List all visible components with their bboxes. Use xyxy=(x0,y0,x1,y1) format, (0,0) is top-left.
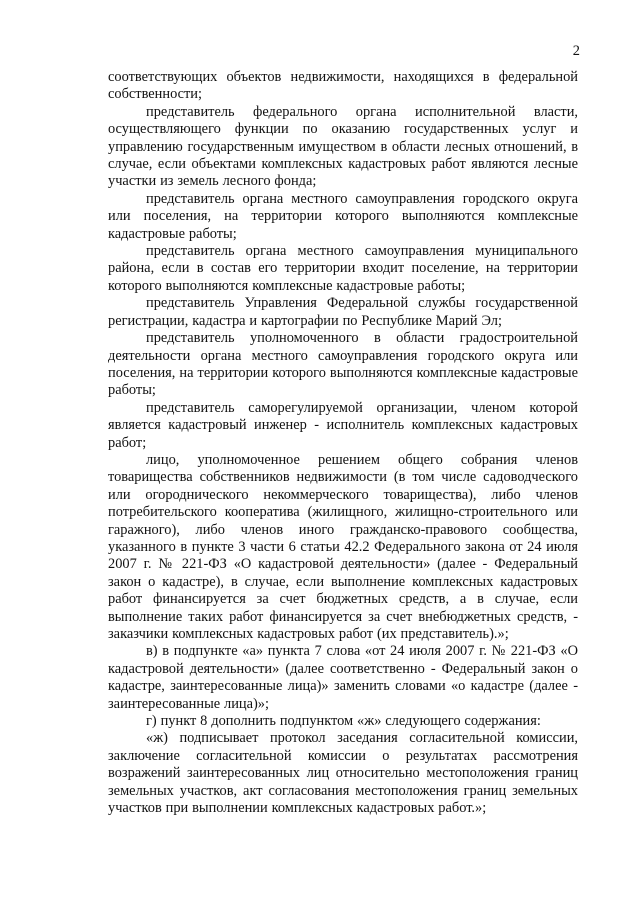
paragraph-rosreestr-representative: представитель Управления Федеральной службы государственной регистрации, кадастра и картографии по Республике Марий Эл; xyxy=(108,295,578,329)
paragraph-sro-representative: представитель саморегулируемой организации, членом которой является кадастровый инженер - исполнитель комплексных кадастровых работ; xyxy=(108,399,578,451)
document-body xyxy=(108,69,578,817)
page-number: 2 xyxy=(572,43,580,59)
paragraph-municipal-district-representative: представитель органа местного самоуправления муниципального района, если в состав его территории входит поселение, на территории которого выполняются комплексные кадастровые работы; xyxy=(108,243,578,294)
paragraph-authorized-person: лицо, уполномоченное решением общего собрания членов товарищества собственников недвижимости (в том числе садоводческого или огороднического некоммерческого товарищества), либо членов потребительского кооператива (жилищного, жилищно-строительного или гаражного), либо членов иного гражданско-правового сообщества, указанного в пункте 3 части 6 статьи 42.2 Федерального закона от 24 июля 2007 г. № 221-ФЗ «О кадастровой деятельности» (далее - Федеральный закон о кадастре), в случае, если выполнение комплексных кадастровых работ финансируется за счет бюджетных средств, а в случае, если выполнение таких работ финансируется за счет внебюджетных средств, - заказчики комплексных кадастровых работ (их представитель).»; xyxy=(108,451,578,642)
paragraph-subpoint-zh: «ж) подписывает протокол заседания согласительной комиссии, заключение согласительной комиссии о результатах рассмотрения возражений заинтересованных лиц относительно местоположения границ земельных участков, акт согласования местоположения границ земельных участков при выполнении комплексных кадастровых работ.»; xyxy=(108,730,578,817)
paragraph-continuation: соответствующих объектов недвижимости, находящихся в федеральной собственности; xyxy=(108,69,578,103)
paragraph-urban-planning-representative: представитель уполномоченного в области градостроительной деятельности органа местного самоуправления городского округа или поселения, на территории которого выполняются комплексные кадастровые работы; xyxy=(108,330,578,399)
paragraph-amendment-g: г) пункт 8 дополнить подпунктом «ж» следующего содержания: xyxy=(146,713,541,730)
paragraph-city-self-government-representative: представитель органа местного самоуправления городского округа или поселения, на территории которого выполняются комплексные кадастровые работы; xyxy=(108,190,578,242)
paragraph-forestry-representative: представитель федерального органа исполнительной власти, осуществляющего функции по оказанию государственных услуг и управлению государственным имуществом в области лесных отношений, в случае, если объектами комплексных кадастровых работ являются лесные участки из земель лесного фонда; xyxy=(108,103,578,190)
paragraph-amendment-v: в) в подпункте «а» пункта 7 слова «от 24 июля 2007 г. № 221-ФЗ «О кадастровой деятельности» (далее соответственно - Федеральный закон о кадастре, заинтересованные лица)» заменить словами «о кадастре (далее - заинтересованные лица)»; xyxy=(108,643,578,712)
